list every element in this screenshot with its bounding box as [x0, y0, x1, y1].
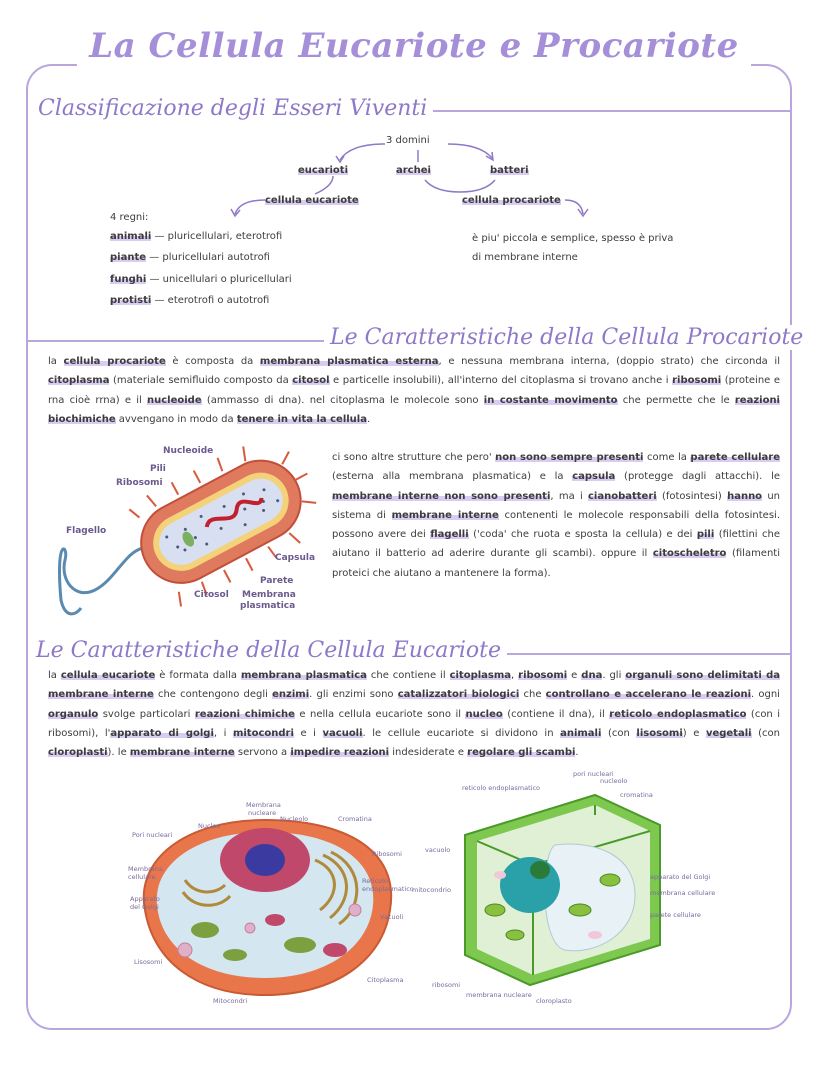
animal-label-mitocondri: Mitocondri [213, 997, 248, 1005]
animal-label-citoplasma: Citoplasma [367, 976, 404, 984]
cellula-procariote-label: cellula procariote [462, 195, 561, 206]
text-run: e i [293, 727, 323, 739]
animal-label-nucleolo: Nucleolo [280, 815, 309, 823]
label-flagello: Flagello [66, 526, 107, 536]
regno-desc: — pluricellulari, eterotrofi [151, 231, 283, 242]
regno-desc: — pluricellulari autotrofi [146, 252, 270, 263]
regno-name: animali [110, 231, 152, 242]
label-ribosomi: Ribosomi [116, 478, 163, 488]
highlighted-term: flagelli [430, 529, 469, 541]
animal-label-membrana-cellulare-1: Membrana [128, 865, 163, 873]
page-title-text: La Cellula Eucariote e Procariote [77, 26, 751, 66]
text-run: (con [751, 727, 780, 739]
plant-label-nucleolo: nucleolo [600, 777, 628, 785]
highlighted-term: nucleoide [147, 394, 202, 406]
text-run: , [511, 670, 519, 681]
animal-label-pori-nucleari: Pori nucleari [132, 831, 173, 839]
text-run: ). le [107, 747, 130, 759]
highlighted-term: impedire reazioni [290, 747, 390, 759]
eucariote-paragraph [48, 666, 780, 762]
animal-label-lisosomi: Lisosomi [134, 958, 163, 966]
highlighted-term: citoscheletro [652, 548, 727, 560]
highlighted-term: non sono sempre presenti [495, 452, 644, 463]
highlighted-term: controllano e accelerano le reazioni [545, 689, 752, 701]
procariote-paragraph-1 [48, 352, 780, 429]
highlighted-term: nucleo [465, 708, 503, 720]
highlighted-term: ribosomi [672, 375, 722, 387]
eucarioti-label: eucarioti [298, 165, 349, 176]
animal-label-membrana-nucleare-2: nucleare [248, 809, 277, 817]
regno-name: piante [110, 252, 147, 263]
highlighted-term: citosol [292, 375, 330, 387]
plant-label-mitocondrio: mitocondrio [412, 886, 451, 894]
highlighted-term: membrane interne [391, 509, 499, 521]
plant-label-apparato: apparato del Golgi [650, 873, 711, 881]
text-run: . ogni [751, 689, 780, 701]
highlighted-term: in costante movimento [483, 394, 618, 406]
text-run: . le cellule eucariote si dividono in [362, 727, 561, 739]
highlighted-term: apparato di golgi [110, 727, 214, 739]
animal-label-membrana-nucleare-1: Membrana [246, 801, 281, 809]
text-run: che contiene il [366, 670, 450, 681]
highlighted-term: capsula [572, 471, 616, 483]
highlighted-term: cloroplasti [48, 747, 108, 759]
text-run: la [48, 356, 64, 367]
text-run: (filamenti proteici che aiutano a mantenere la forma). [332, 548, 780, 579]
text-run: svolge particolari [98, 708, 195, 720]
highlighted-term: hanno [727, 490, 763, 502]
batteri-label: batteri [490, 165, 529, 176]
highlighted-term: membrana plasmatica esterna [259, 356, 439, 367]
animal-label-cromatina: Cromatina [338, 815, 372, 823]
text-run: (protegge dagli attacchi). le [615, 471, 780, 483]
text-run: contenenti le molecole responsabili della fotosintesi. possono avere dei [332, 509, 780, 541]
regni-label: 4 regni: [110, 212, 149, 223]
text-run: , ma i [550, 490, 588, 502]
animal-label-reticolo-1: Reticolo [362, 877, 388, 885]
highlighted-term: cianobatteri [587, 490, 657, 502]
text-run: (fotosintesi) [656, 490, 728, 502]
regno-protisti [110, 291, 269, 310]
plant-label-cromatina: cromatina [620, 791, 653, 799]
text-run: ) e [682, 727, 706, 739]
plant-label-membrana-cellulare: membrana cellulare [650, 889, 716, 897]
regno-name: protisti [110, 295, 152, 306]
text-run: , i [213, 727, 233, 739]
text-run: avvengano in modo da [115, 413, 237, 425]
section3-heading: Le Caratteristiche della Cellula Eucariote [30, 638, 507, 663]
highlighted-term: parete cellulare [690, 452, 780, 463]
text-run: che contengono degli [153, 689, 273, 701]
section1-rule [390, 110, 792, 112]
animal-label-ribosomi: Ribosomi [372, 850, 402, 858]
highlighted-term: reazioni chimiche [194, 708, 295, 720]
text-run: , e nessuna membrana interna, (doppio strato) che circonda il [438, 356, 780, 367]
plant-cell-illustration [445, 785, 670, 995]
plant-label-cloroplasto: cloroplasto [536, 997, 572, 1005]
regno-name: funghi [110, 274, 147, 285]
animal-label-reticolo-2: endoplasmatico [362, 885, 414, 893]
section1-heading: Classificazione degli Esseri Viventi [32, 96, 433, 121]
label-pili: Pili [150, 464, 166, 474]
highlighted-term: regolare gli scambi [467, 747, 576, 759]
text-run: (proteine e rna cioè rrna) e il [48, 375, 780, 406]
section2-heading: Le Caratteristiche della Cellula Procariote [324, 325, 809, 350]
highlighted-term: tenere in vita la cellula [236, 413, 367, 425]
highlighted-term: lisosomi [636, 727, 683, 739]
highlighted-term: organulo [48, 708, 99, 720]
archei-label: archei [396, 165, 431, 176]
text-run: (con [601, 727, 637, 739]
text-run: (con i ribosomi), l' [48, 708, 781, 739]
animal-label-apparato-1: Apparato [130, 895, 160, 903]
regno-funghi [110, 270, 292, 289]
text-run: (filettini che aiutano il batterio ad aderire durante gli scambi). oppure il [332, 529, 780, 560]
section3-rule [470, 653, 792, 655]
text-run: (ammasso di dna). nel citoplasma le molecole sono [201, 394, 484, 406]
highlighted-term: pili [696, 529, 715, 541]
label-plasmatica: plasmatica [240, 601, 296, 611]
procariote-desc-2: di membrane interne [472, 252, 578, 263]
highlighted-term: membrana plasmatica [240, 670, 367, 681]
highlighted-term: citoplasma [48, 375, 110, 387]
procariote-paragraph-2 [332, 448, 780, 583]
text-run: è formata dalla [155, 670, 241, 681]
text-run: . gli enzimi sono [309, 689, 398, 701]
highlighted-term: organuli sono delimitati da membrane interne [48, 670, 780, 701]
text-run: e particelle insolubili), all'interno del citoplasma si trovano anche i [329, 375, 673, 387]
label-citosol: Citosol [194, 590, 229, 600]
highlighted-term: vacuoli [322, 727, 363, 739]
plant-label-vacuolo: vacuolo [425, 846, 451, 854]
page-title [0, 26, 828, 66]
text-run: ('coda' che ruota e sposta la cellula) e dei [468, 529, 697, 541]
highlighted-term: cellula eucariote [60, 670, 156, 681]
animal-label-vacuoli: Vacuoli [380, 913, 404, 921]
plant-label-membrana-nucleare: membrana nucleare [466, 991, 532, 999]
highlighted-term: reazioni biochimiche [48, 394, 780, 425]
highlighted-term: ribosomi [518, 670, 568, 681]
text-run: (materiale semifluido composto da [109, 375, 293, 387]
animal-label-membrana-cellulare-2: cellulare [128, 873, 156, 881]
regno-animali [110, 227, 282, 246]
text-run: che [519, 689, 546, 701]
regno-desc: — eterotrofi o autotrofi [151, 295, 270, 306]
highlighted-term: reticolo endoplasmatico [609, 708, 747, 720]
procariote-desc-1: è piu' piccola e semplice, spesso è priva [472, 233, 674, 244]
plant-label-parete-cellulare: parete cellulare [650, 911, 701, 919]
animal-label-nucleo: Nucleo [198, 822, 221, 830]
text-run: . gli [602, 670, 626, 681]
highlighted-term: catalizzatori biologici [397, 689, 520, 701]
cellula-eucariote-label: cellula eucariote [265, 195, 359, 206]
label-parete: Parete [260, 576, 294, 586]
text-run: che permette che le [617, 394, 735, 406]
highlighted-term: vegetali [705, 727, 752, 739]
highlighted-term: citoplasma [449, 670, 512, 681]
text-run: (contiene il dna), il [502, 708, 610, 720]
label-membrana: Membrana [242, 590, 296, 600]
plant-label-ribosomi: ribosomi [432, 981, 461, 989]
label-capsula: Capsula [275, 553, 316, 563]
highlighted-term: membrane interne non sono presenti [332, 490, 551, 502]
highlighted-term: enzimi [272, 689, 310, 701]
regno-piante [110, 248, 270, 267]
text-run: è composta da [165, 356, 260, 367]
highlighted-term: animali [560, 727, 602, 739]
section2-rule [26, 340, 336, 342]
text-run: . [575, 747, 579, 759]
plant-label-reticolo: reticolo endoplasmatico [462, 784, 541, 792]
text-run: servono a [234, 747, 291, 759]
text-run: ci sono altre strutture che pero' [332, 452, 496, 463]
highlighted-term: mitocondri [232, 727, 294, 739]
highlighted-term: dna [581, 670, 603, 681]
text-run: . [366, 413, 371, 425]
text-run: un sistema di [332, 490, 780, 521]
text-run: e [567, 670, 582, 681]
text-run: indesiderate e [389, 747, 468, 759]
domains-label: 3 domini [386, 135, 430, 146]
plant-label-pori-nucleari: pori nucleari [573, 770, 614, 778]
highlighted-term: cellula procariote [63, 356, 166, 367]
animal-label-apparato-2: del Golgi [130, 903, 159, 911]
text-run: la [48, 670, 61, 681]
highlighted-term: membrane interne [129, 747, 235, 759]
regno-desc: — unicellulari o pluricellulari [146, 274, 292, 285]
text-run: (esterna alla membrana plasmatica) e la [332, 471, 573, 483]
label-nucleoide: Nucleoide [163, 446, 214, 456]
text-run: e nella cellula eucariote sono il [294, 708, 466, 720]
text-run: come la [643, 452, 691, 463]
